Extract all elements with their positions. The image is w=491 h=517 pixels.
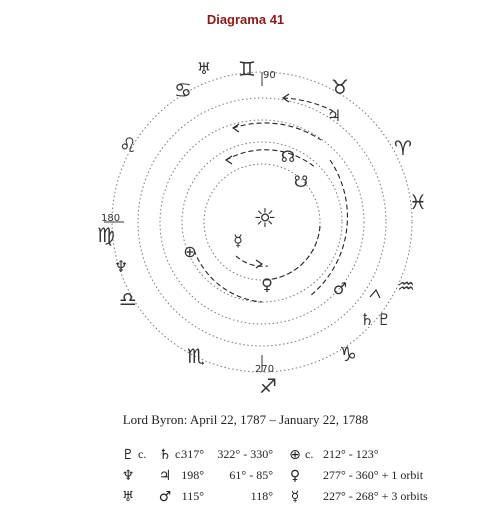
mercury-icon: ☿	[233, 231, 243, 250]
zodiac-aquarius-icon: ♒	[397, 274, 415, 298]
legend-row-mercury	[285, 486, 428, 507]
saturn-motion-arc	[233, 123, 321, 140]
zodiac-sagittarius-icon: ♐	[259, 374, 277, 398]
legend-value: 115°	[181, 489, 204, 503]
neptune-icon: ♆	[113, 257, 129, 276]
zodiac-virgo-icon: ♍	[97, 223, 115, 247]
earth-icon: ⊕	[183, 242, 197, 261]
degree-label-90: 90	[263, 70, 276, 81]
legend-prefix: c.	[138, 447, 147, 461]
pluto-icon: ♇	[121, 446, 135, 463]
legend-value: 322° - 330°	[217, 447, 273, 461]
legend-value: 317°	[181, 447, 204, 461]
zodiac-libra-icon: ♎	[119, 287, 137, 311]
earth-icon: ⊕	[289, 446, 301, 463]
venus-icon: ♀	[261, 275, 273, 294]
zodiac-leo-icon: ♌	[119, 133, 137, 157]
diagram-title: Diagrama 41	[206, 12, 285, 27]
jupiter-icon: ♃	[158, 467, 172, 484]
ascending-node-icon: ☊	[280, 147, 296, 166]
mercury-icon: ☿	[290, 488, 300, 505]
uranus-icon: ♅	[121, 488, 135, 505]
degree-label-180: 180	[101, 213, 121, 224]
legend-row-earth	[285, 444, 428, 465]
zodiac-cancer-icon: ♋	[174, 78, 192, 102]
mars-icon: ♂	[332, 279, 348, 298]
degree-label-270: 270	[255, 364, 275, 375]
legend-value: 61° - 85°	[229, 468, 273, 482]
legend-row-venus	[285, 465, 428, 486]
arrow-2	[233, 124, 239, 132]
jupiter-motion-arc	[283, 98, 333, 111]
pluto-icon: ♇	[376, 310, 392, 329]
legend-column-3	[285, 444, 428, 507]
legend-value: 212° - 123°	[323, 447, 379, 461]
zodiac-pisces-icon: ♓	[409, 190, 427, 214]
sun-icon: ☼	[253, 204, 277, 234]
legend-column-2	[155, 444, 273, 507]
venus-icon: ♀	[289, 467, 301, 484]
zodiac-scorpio-icon: ♏	[187, 344, 205, 368]
saturn-icon: ♄	[158, 446, 172, 463]
figure-caption: Lord Byron: April 22, 1787 – January 22, 1788	[122, 412, 369, 427]
neptune-icon: ♆	[121, 467, 135, 484]
saturn-icon: ♄	[359, 310, 375, 329]
jupiter-icon: ♃	[326, 106, 342, 125]
tick-marks	[104, 72, 262, 372]
inner-motion-arc	[226, 150, 316, 168]
uranus-icon: ♅	[196, 59, 212, 78]
arrow-5	[370, 290, 380, 298]
legend-prefix: c.	[175, 447, 184, 461]
zodiac-gemini-icon: ♊	[238, 57, 256, 81]
mars-icon: ♂	[158, 488, 172, 505]
zodiac-taurus-icon: ♉	[331, 75, 349, 99]
legend-row-mars	[155, 486, 273, 507]
mercury-motion-arc	[236, 256, 268, 266]
zodiac-aries-icon: ♈	[394, 136, 412, 160]
legend-row-saturn	[155, 444, 273, 465]
legend-value: 118°	[250, 489, 273, 503]
legend-prefix: c.	[305, 447, 314, 461]
venus-motion-arc	[262, 226, 320, 280]
mars-motion-arc	[310, 160, 347, 296]
legend-value: 198°	[181, 468, 204, 482]
arrow-3	[226, 156, 232, 164]
legend-row-jupiter	[155, 465, 273, 486]
zodiac-capricorn-icon: ♑	[339, 342, 357, 366]
descending-node-icon: ☋	[293, 172, 309, 191]
legend-value: 277° - 360° + 1 orbit	[323, 468, 424, 482]
legend-value: 227° - 268° + 3 orbits	[323, 489, 428, 503]
